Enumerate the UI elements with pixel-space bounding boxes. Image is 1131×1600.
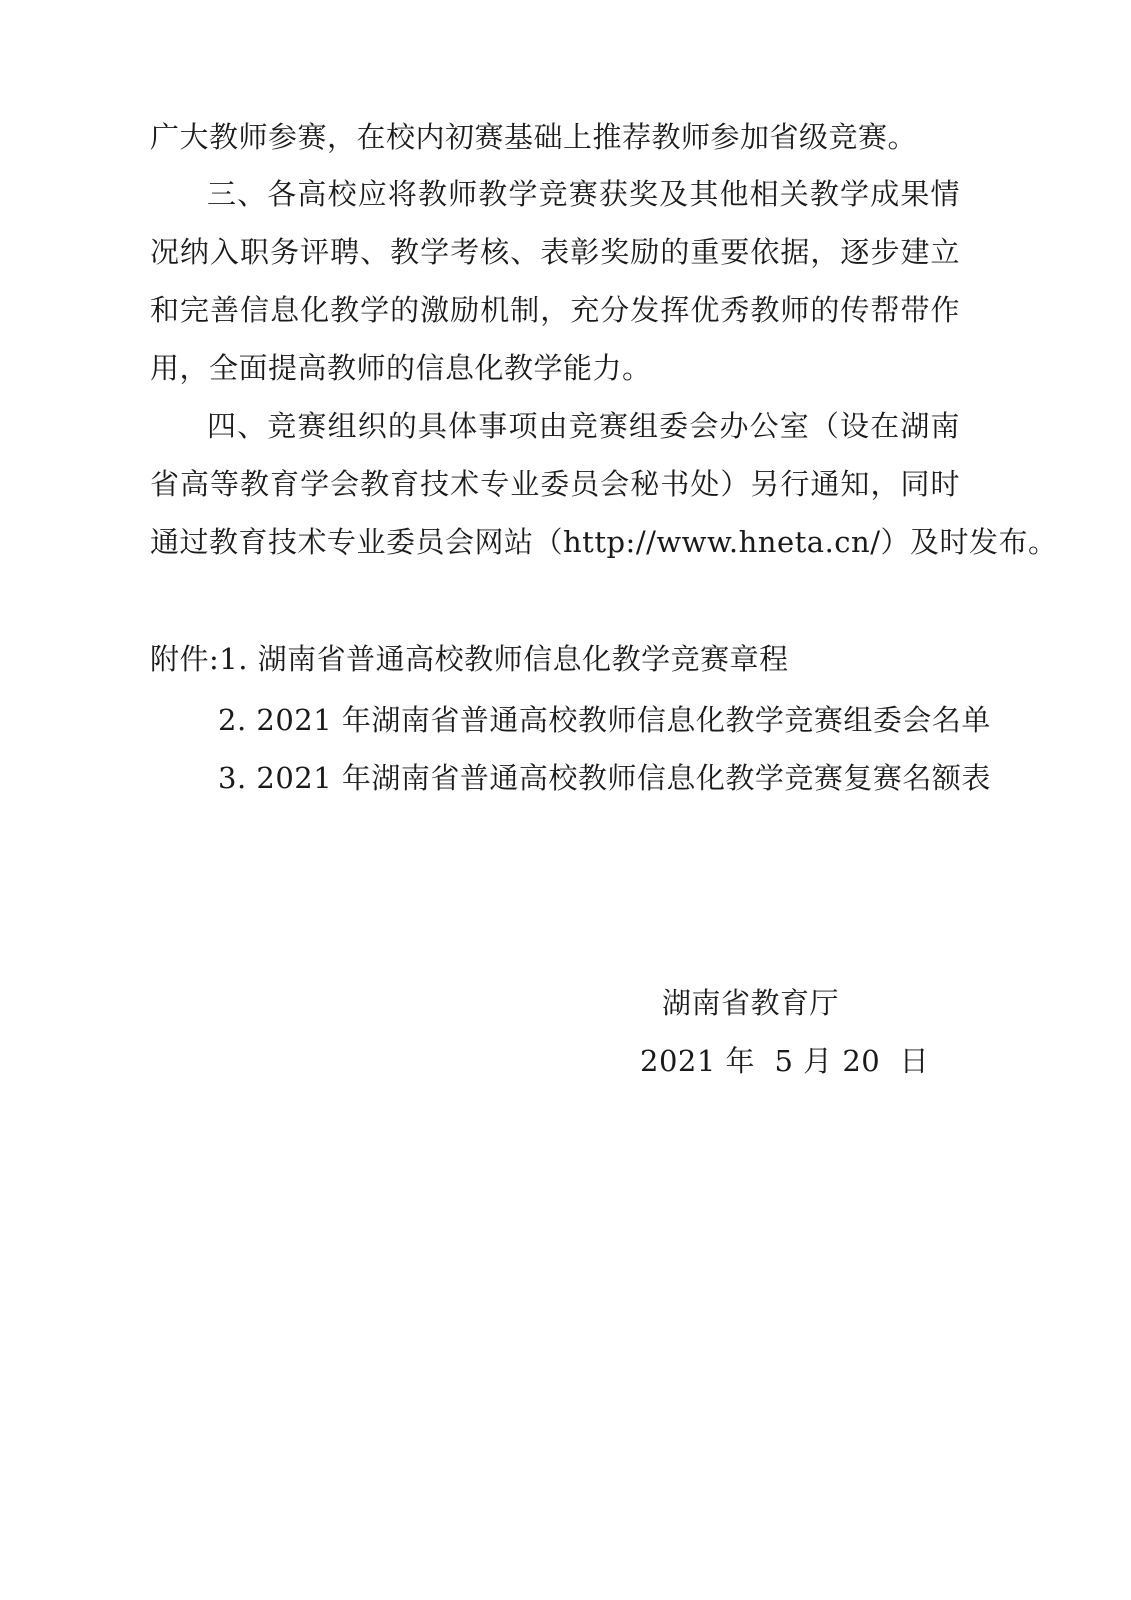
attachment-label-line: 附件:1. 湖南省普通高校教师信息化教学竞赛章程	[150, 642, 789, 676]
body-text-line: 通过教育技术专业委员会网站（http://www.hneta.cn/）及时发布。	[150, 525, 1058, 559]
body-text-line: 三、各高校应将教师教学竞赛获奖及其他相关教学成果情	[207, 177, 960, 211]
issuer-name: 湖南省教育厅	[662, 986, 840, 1020]
body-text-line: 和完善信息化教学的激励机制，充分发挥优秀教师的传帮带作	[150, 293, 960, 327]
attachment-item: 3. 2021 年湖南省普通高校教师信息化教学竞赛复赛名额表	[218, 761, 991, 795]
body-text-line: 省高等教育学会教育技术专业委员会秘书处）另行通知，同时	[150, 467, 960, 501]
attachment-item: 2. 2021 年湖南省普通高校教师信息化教学竞赛组委会名单	[218, 703, 991, 737]
body-text-line: 广大教师参赛，在校内初赛基础上推荐教师参加省级竞赛。	[150, 120, 918, 154]
body-text-line: 四、竞赛组织的具体事项由竞赛组委会办公室（设在湖南	[207, 409, 960, 443]
body-text-line: 用，全面提高教师的信息化教学能力。	[150, 351, 652, 385]
issue-date: 2021 年 5 月 20 日	[640, 1044, 930, 1078]
body-text-line: 况纳入职务评聘、教学考核、表彰奖励的重要依据，逐步建立	[150, 235, 960, 269]
